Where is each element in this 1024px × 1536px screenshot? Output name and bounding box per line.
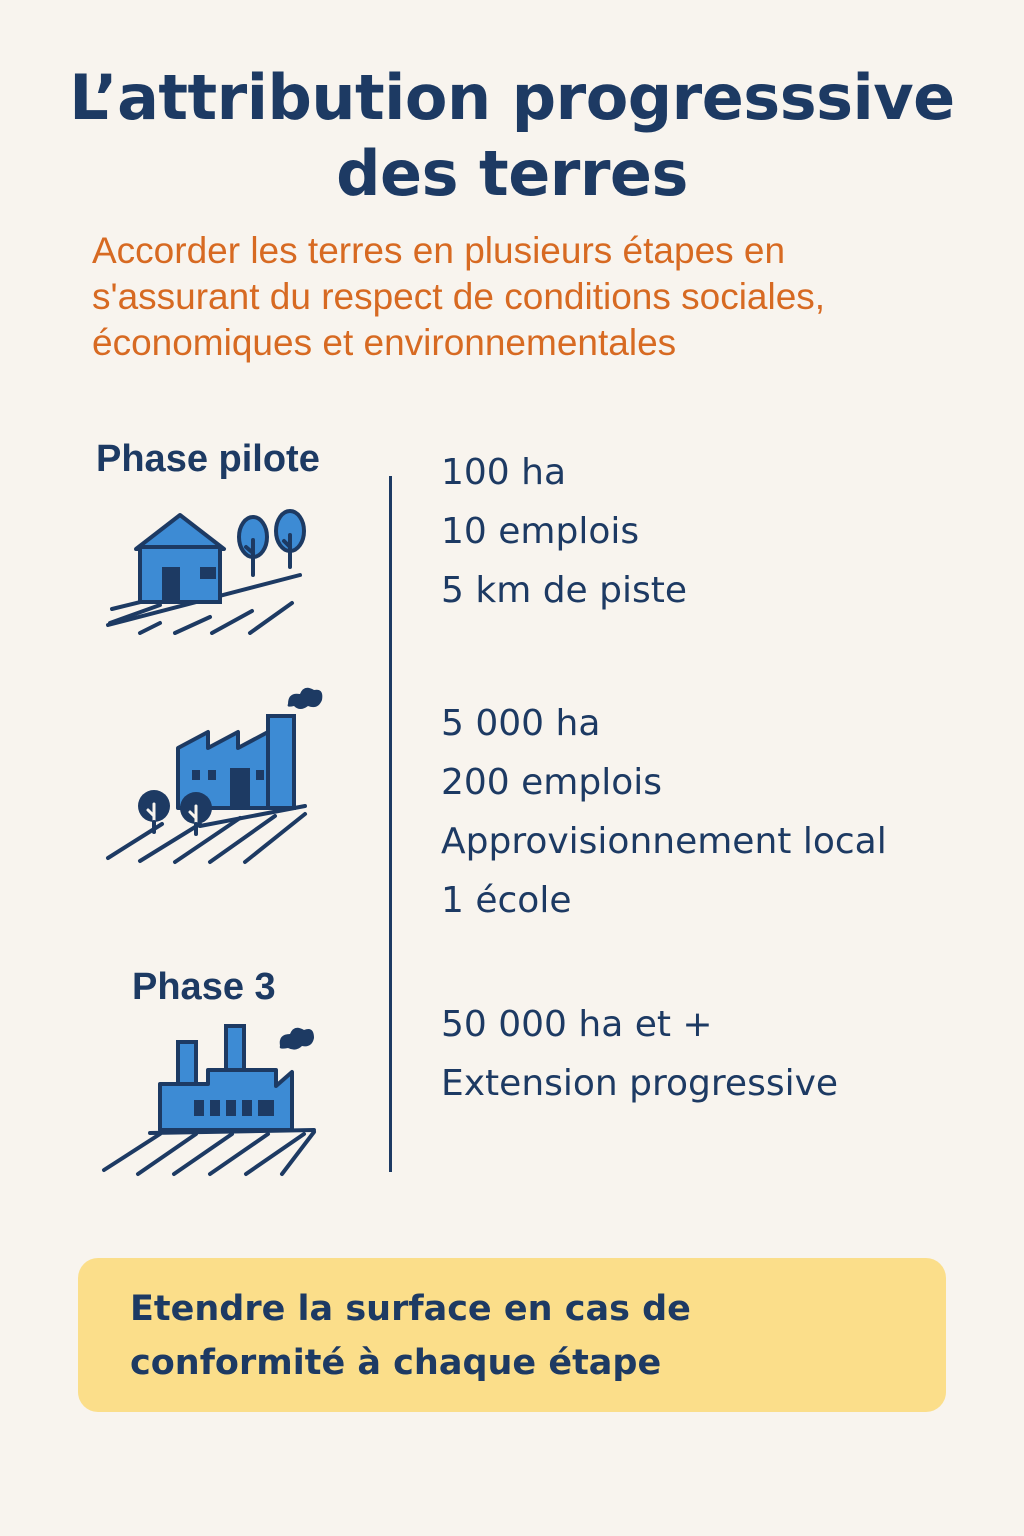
- subtitle: [92, 228, 972, 366]
- title-line-2: des terres: [336, 137, 688, 210]
- phase-pilote-stats: [441, 443, 687, 620]
- small-factory-icon: [100, 686, 330, 866]
- callout-line-2: conformité à chaque étape: [130, 1343, 662, 1383]
- stat-item: 50 000 ha et +: [441, 1004, 713, 1045]
- phase-3-stats: [441, 995, 838, 1113]
- stat-item: 5 000 ha: [441, 703, 601, 744]
- callout-text: [130, 1282, 691, 1390]
- subtitle-line-1: Accorder les terres en plusieurs étapes en: [92, 230, 786, 271]
- stat-item: 5 km de piste: [441, 570, 688, 611]
- stat-item: 100 ha: [441, 452, 567, 493]
- stat-item: 1 école: [441, 880, 572, 921]
- stat-item: Extension progressive: [441, 1063, 839, 1104]
- stat-item: 200 emplois: [441, 762, 663, 803]
- phase-pilote-label: Phase pilote: [96, 438, 320, 480]
- large-factory-icon: [100, 1020, 330, 1180]
- farmhouse-icon: [100, 505, 315, 635]
- stat-item: 10 emplois: [441, 511, 640, 552]
- title-line-1: L’attribution progresssive: [69, 61, 955, 134]
- callout-line-1: Etendre la surface en cas de: [130, 1289, 691, 1329]
- phase-2-stats: [441, 694, 887, 930]
- conformity-callout: [78, 1258, 946, 1412]
- subtitle-line-3: économiques et environnementales: [92, 322, 677, 363]
- page-title: [0, 60, 1024, 212]
- stat-item: Approvisionnement local: [441, 821, 887, 862]
- phase-3-label: Phase 3: [132, 966, 276, 1008]
- subtitle-line-2: s'assurant du respect de conditions sociales,: [92, 276, 826, 317]
- timeline-divider: [389, 476, 392, 1172]
